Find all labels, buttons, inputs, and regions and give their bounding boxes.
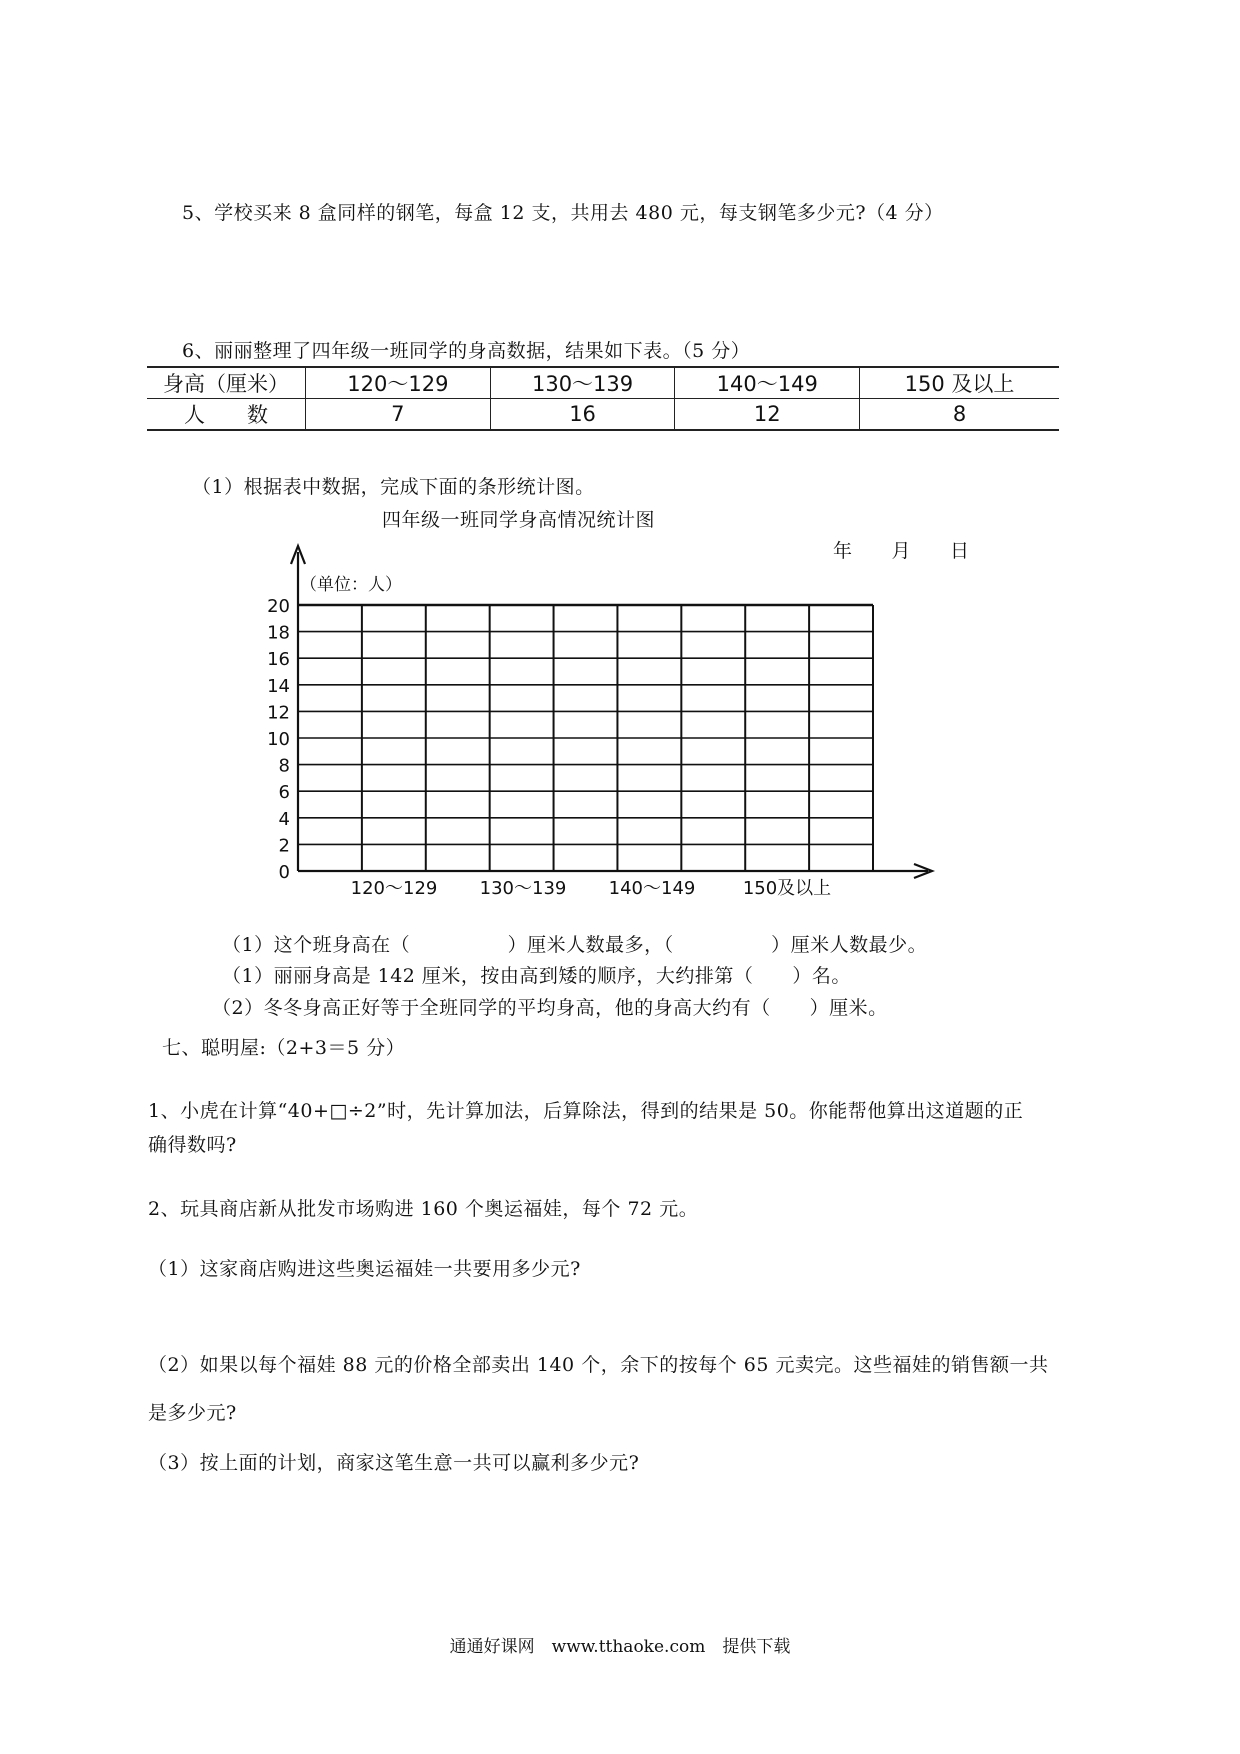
table-cell: 120～129 xyxy=(306,367,491,399)
y-tick-label: 18 xyxy=(267,622,290,644)
question-5: 5、学校买来 8 盒同样的钢笔，每盒 12 支，共用去 480 元，每支钢笔多少元?（4 分） xyxy=(182,202,944,224)
table-header-cell: 人 数 xyxy=(147,399,306,431)
x-tick-label: 150及以上 xyxy=(742,878,832,899)
chart-title: 四年级一班同学身高情况统计图 xyxy=(382,509,656,531)
problem-1-line-1: 1、小虎在计算“40+□÷2”时，先计算加法，后算除法，得到的结果是 50。你能帮他算出这道题的正 xyxy=(148,1100,1024,1122)
unit-label: （单位：人） xyxy=(300,575,402,595)
problem-1-line-2: 确得数吗? xyxy=(148,1134,237,1156)
y-tick-label: 14 xyxy=(267,675,290,697)
question-6: 6、丽丽整理了四年级一班同学的身高数据，结果如下表。（5 分） xyxy=(182,340,751,362)
x-tick-label: 120～129 xyxy=(350,878,438,899)
y-tick-label: 20 xyxy=(267,596,290,617)
table-cell: 12 xyxy=(675,399,860,431)
ask-average: （2）冬冬身高正好等于全班同学的平均身高，他的身高大约有（ ）厘米。 xyxy=(212,997,888,1019)
table-cell: 8 xyxy=(860,399,1059,431)
problem-2-q2-line-1: （2）如果以每个福娃 88 元的价格全部卖出 140 个，余下的按每个 65 元卖完。这些福娃的销售额一共 xyxy=(148,1354,1049,1376)
table-cell: 130～139 xyxy=(490,367,675,399)
table-cell: 140～149 xyxy=(675,367,860,399)
table-header-cell: 身高（厘米） xyxy=(147,367,306,399)
table-cell: 7 xyxy=(306,399,491,431)
table-cell: 150 及以上 xyxy=(860,367,1059,399)
footer-credit: 通通好课网 www.tthaoke.com 提供下载 xyxy=(449,1637,791,1657)
sub-question-1: （1）根据表中数据，完成下面的条形统计图。 xyxy=(192,476,595,498)
date-label: 年 月 日 xyxy=(833,540,970,562)
problem-2: 2、玩具商店新从批发市场购进 160 个奥运福娃，每个 72 元。 xyxy=(148,1198,699,1220)
y-tick-label: 6 xyxy=(278,782,290,804)
x-tick-label: 140～149 xyxy=(608,878,696,899)
y-tick-label: 4 xyxy=(278,808,290,830)
y-tick-label: 2 xyxy=(278,835,290,857)
ask-most-least: （1）这个班身高在（ ）厘米人数最多，（ ）厘米人数最少。 xyxy=(222,934,928,956)
y-tick-label: 10 xyxy=(267,729,290,750)
problem-2-q2-line-2: 是多少元? xyxy=(148,1402,237,1424)
y-tick-label: 16 xyxy=(267,649,290,671)
y-tick-label: 8 xyxy=(278,755,290,777)
problem-2-q3: （3）按上面的计划，商家这笔生意一共可以赢利多少元? xyxy=(148,1452,640,1474)
y-tick-label: 12 xyxy=(267,702,290,724)
y-tick-label: 0 xyxy=(278,862,290,883)
problem-2-q1: （1）这家商店购进这些奥运福娃一共要用多少元? xyxy=(148,1258,581,1280)
section-7-title: 七、聪明屋:（2+3＝5 分） xyxy=(162,1037,406,1059)
table-cell: 16 xyxy=(490,399,675,431)
x-tick-label: 130～139 xyxy=(479,878,567,899)
ask-rank: （1）丽丽身高是 142 厘米，按由高到矮的顺序，大约排第（ ）名。 xyxy=(222,965,851,987)
